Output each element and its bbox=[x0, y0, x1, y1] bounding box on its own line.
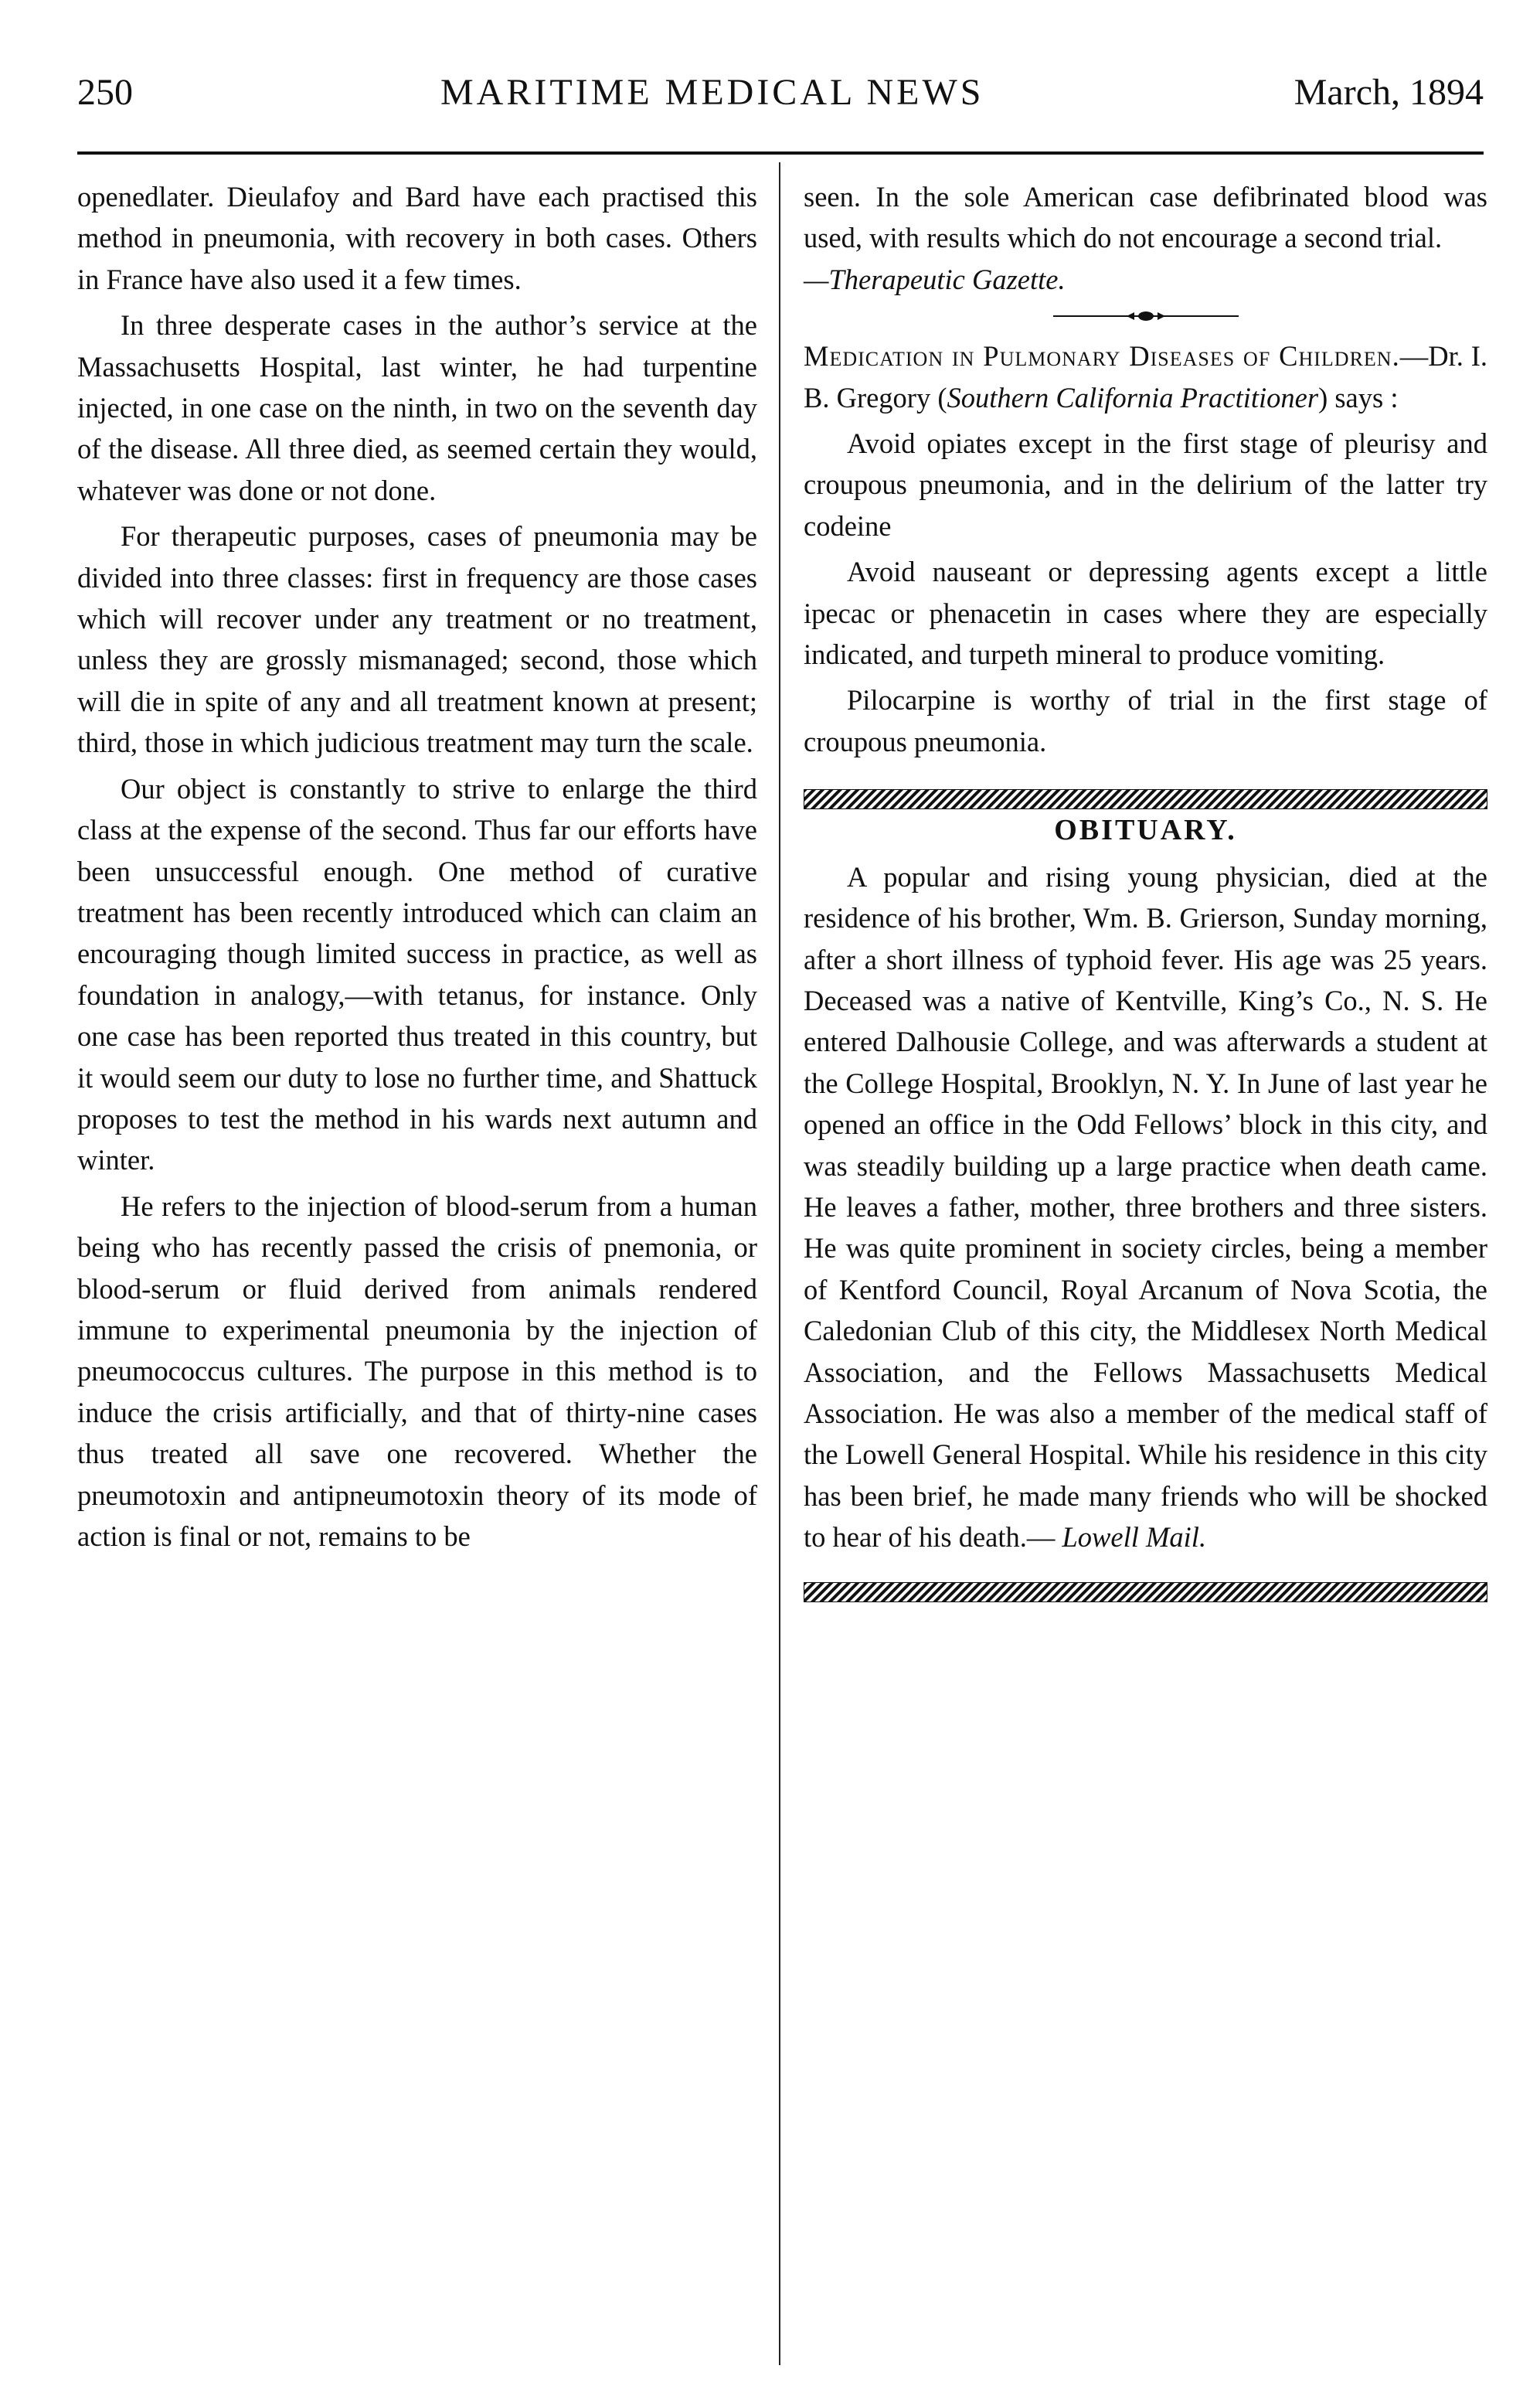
medication-heading: Medication in Pulmonary Diseases of Children. bbox=[804, 340, 1400, 373]
page-number: 250 bbox=[77, 72, 133, 113]
obituary-bottom-border bbox=[804, 1572, 1487, 1592]
medication-intro-tail: ) says : bbox=[1318, 381, 1399, 414]
left-paragraph-2: In three desperate cases in the author’s service at the Massachusetts Hospital, last winter, he had turpentine injected, in one case on the ninth, in two on the seventh day of the disease. All three died, as seemed certain they would, whatever was done or not done. bbox=[77, 309, 757, 506]
lowell-mail-credit: Lowell Mail. bbox=[1062, 1521, 1207, 1554]
section-ornament bbox=[1053, 311, 1239, 322]
issue-date: March, 1894 bbox=[1294, 72, 1484, 113]
left-paragraph-3: For therapeutic purposes, cases of pneumonia may be divided into three classes: first in frequency are those cases which will recover under any treatment or no treatment, unless they are grossly mismanaged; second, those which will die in spite of any and all treatment known at present; third, those in which judicious treatment may turn the scale. bbox=[77, 520, 757, 759]
left-paragraph-1: openedlater. Dieulafoy and Bard have each practised this method in pneumonia, with recovery in both cases. Others in France have also used it a few times. bbox=[77, 181, 757, 295]
right-paragraph-4: Pilocarpine is worthy of trial in the first stage of croupous pneumonia. bbox=[804, 684, 1487, 757]
right-paragraph-1 bbox=[804, 176, 1487, 300]
right-paragraph-3: Avoid nauseant or depressing agents except a little ipecac or phenacetin in cases where they are especially indicated, and turpeth mineral to produce vomiting. bbox=[804, 556, 1487, 671]
left-paragraph-4: Our object is constantly to strive to enlarge the third class at the expense of the second. Thus far our efforts have been unsuccessful enough. One method of curative treatment has been recently introduced which can claim an encouraging though limited success in practice, as well as foundation in analogy,—with tetanus, for instance. Only one case has been reported thus treated in this country, but it would seem our duty to lose no further time, and Shattuck proposes to test the method in his wards next autumn and winter. bbox=[77, 772, 757, 1176]
left-column bbox=[77, 176, 757, 1561]
medication-source: Southern California Practitioner bbox=[947, 381, 1319, 414]
header-rule bbox=[77, 151, 1484, 155]
right-paragraph-1-text: seen. In the sole American case defibrinated blood was used, with results which do not encourage a second trial. bbox=[804, 181, 1487, 254]
left-paragraph-5: He refers to the injection of blood-serum from a human being who has recently passed the crisis of pnemonia, or blood-serum or fluid derived from animals rendered immune to experimental pneumonia by the injection of pneumococcus cultures. The purpose in this method is to induce the crisis artificially, and that of thirty-nine cases thus treated all save one recovered. Whether the pneumotoxin and antipneumotoxin theory of its mode of action is final or not, remains to be bbox=[77, 1190, 757, 1552]
right-column bbox=[804, 176, 1487, 1592]
medication-intro bbox=[804, 335, 1487, 418]
obituary-text bbox=[804, 856, 1487, 1558]
page-header bbox=[77, 71, 1484, 133]
obituary-top-border bbox=[804, 779, 1487, 799]
column-divider bbox=[779, 162, 780, 2365]
right-paragraph-2: Avoid opiates except in the first stage of pleurisy and croupous pneumonia, and in the delirium of the latter try codeine bbox=[804, 427, 1487, 542]
therapeutic-gazette-credit: —Therapeutic Gazette. bbox=[804, 263, 1066, 295]
medication-author: —Dr. I. B. Gregory ( bbox=[804, 340, 1487, 414]
obituary-title: OBITUARY. bbox=[1054, 814, 1237, 847]
obituary-body: A popular and rising young physician, died at the residence of his brother, Wm. B. Grierson, Sunday morning, after a short illness of typhoid fever. His age was 25 years. Deceased was a native of Kentville, King’s Co., N. S. He entered Dalhousie College, and was afterwards a student at the College Hospital, Brooklyn, N. Y. In June of last year he opened an office in the Odd Fellows’ block in this city, and was steadily building up a large practice when death came. He leaves a father, mother, three brothers and three sisters. He was quite prominent in society circles, being a member of Kentford Council, Royal Arcanum of Nova Scotia, the Caledonian Club of this city, the Middlesex North Medical Association, and the Fellows Massachusetts Medical Association. He was also a member of the medical staff of the Lowell General Hospital. While his residence in this city has been brief, he made many friends who will be shocked to hear of his death.— bbox=[804, 860, 1487, 1554]
journal-title: MARITIME MEDICAL NEWS bbox=[440, 72, 984, 113]
